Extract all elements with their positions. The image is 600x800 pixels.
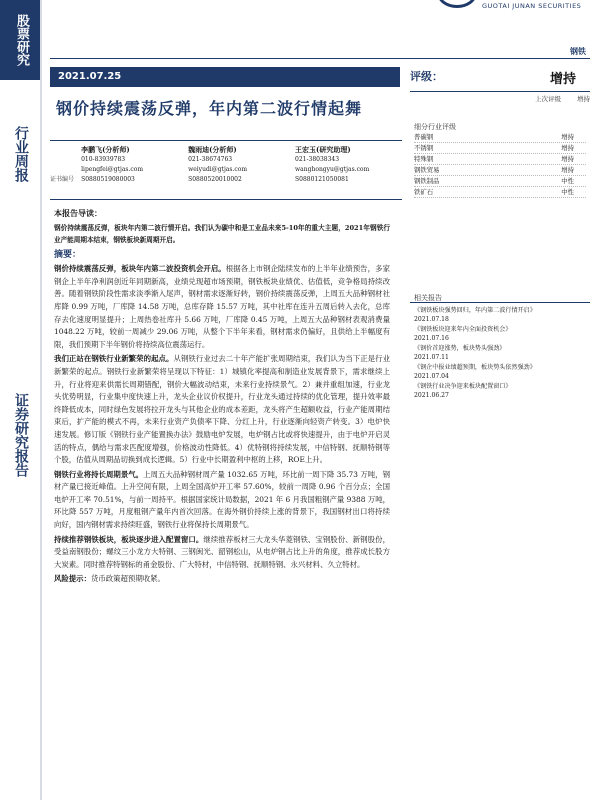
related-report-title[interactable]: 《钢铁行业决争迎来板块配置窗口》	[414, 383, 512, 390]
paragraph-1-heading: 钢价持续震荡反弹，板块年内第二波投资机会开启。	[54, 264, 226, 274]
sidebar-category-top	[0, 0, 42, 80]
related-report-title[interactable]: 《钢价首迎涨势，板块势头强劲》	[414, 345, 506, 352]
sub-industry-name: 普碳钢	[414, 133, 434, 141]
related-report-title[interactable]: 《钢企中报业绩超预期，板块势头依然强劲》	[414, 364, 536, 371]
sub-industry-row	[414, 154, 586, 165]
sub-industry-row	[414, 187, 586, 198]
abstract-label: 摘要：	[54, 249, 82, 260]
sub-industry-rating: 增持	[561, 155, 574, 163]
author-names-row	[50, 145, 402, 155]
sidebar-top-label: 股票研究	[14, 14, 29, 66]
related-report-item[interactable]	[414, 344, 590, 362]
report-body	[54, 207, 390, 588]
company-logo-icon	[437, 0, 477, 8]
author-phones-row	[50, 155, 402, 165]
author-name: 李鹏飞(分析师)	[81, 145, 130, 154]
previous-rating-label: 上次评级	[535, 95, 561, 103]
related-report-date: 2021.07.11	[414, 354, 449, 361]
page-header	[42, 0, 600, 20]
authors-block	[50, 145, 402, 185]
related-report-date: 2021.07.16	[414, 335, 449, 342]
related-report-date: 2021.07.18	[414, 316, 449, 323]
report-title: 钢价持续震荡反弹，年内第二波行情起舞	[56, 99, 363, 118]
sidebar-category-mid	[0, 104, 42, 204]
related-report-item[interactable]	[414, 382, 590, 400]
sub-industry-name: 铁矿石	[414, 188, 434, 196]
report-date: 2021.07.25	[50, 67, 400, 87]
related-report-item[interactable]	[414, 363, 590, 381]
sub-industry-title: 细分行业评级	[414, 123, 456, 131]
related-report-item[interactable]	[414, 306, 590, 324]
sub-industry-row	[414, 165, 586, 176]
author-phone: 021-38674763	[188, 156, 233, 163]
paragraph-1	[54, 263, 390, 351]
sidebar-bottom-label: 证券研究报告	[13, 393, 29, 477]
author-name: 魏雨迪(分析师)	[188, 145, 237, 154]
sidebar-mid-label: 行业周报	[13, 126, 29, 182]
authors-top-rule	[50, 140, 402, 141]
author-cert: S0880121050081	[295, 176, 349, 183]
sub-industry-table	[414, 132, 586, 198]
risk-text: 货币政策超预期收紧。	[90, 574, 165, 584]
lead-heading: 本报告导读：	[54, 208, 102, 218]
sub-industry-rating: 中性	[561, 177, 574, 185]
paragraph-1-text: 根据各上市钢企陆续发布的上半年业绩预告，多家钢企上半年净利润创近年同期新高，业绩兑现超市场预期，钢铁板块业绩优、估值低，竞争格局持续改善。随着钢铁阶段性需求淡季渐入尾声，钢材需求逐渐好转，钢价持续震荡反弹，上周五大品种钢材社库降 0.99 万吨，厂库降 14.58 万吨，总库存降 15.57 万吨，其中社库在连升五周后转入去化，总库存去化速度明显提升；上周热卷社库升 5.66 万吨，厂库降 0.45 万吨，上周五大品种钢材表观消费量 1048.22 万吨，较前一周减少 29.06 万吨，从整个下半年来看，钢材需求仍偏好，且供给上半幅度有限，我们预期下半年钢价将持续高位震荡运行。	[54, 264, 390, 349]
author-phone: 021-38038343	[295, 156, 340, 163]
sub-industry-row	[414, 176, 586, 187]
author-email[interactable]: wanghongyu@gtjas.com	[295, 166, 370, 173]
author-name: 王宏玉(研究助理)	[295, 145, 351, 154]
risk-paragraph	[54, 573, 390, 586]
sidebar-category-bottom	[0, 380, 42, 490]
rating-box	[410, 68, 590, 103]
sub-industry-rating: 增持	[561, 133, 574, 141]
paragraph-4-text: 继续推荐板材三大龙头华菱钢铁、宝钢股份、新钢股份，受益南钢股份；螺纹三小龙方大特钢、三钢闽光、韶钢松山，从电炉钢占比上升的角度，推荐成长股方大炭素。同时推荐特钢标的甬金股份、广大特材，中信特钢、抚顺特钢、永兴材料、久立特材。	[54, 534, 390, 569]
authors-bottom-rule	[50, 199, 402, 200]
sub-industry-rating: 增持	[561, 166, 574, 174]
sub-industry-name: 钢铁制品	[414, 177, 440, 185]
related-reports-title: 相关报告	[414, 294, 442, 302]
sub-industry-rating: 中性	[561, 188, 574, 196]
paragraph-4	[54, 534, 390, 572]
sub-industry-name: 特殊钢	[414, 155, 434, 163]
sub-industry-row	[414, 132, 586, 143]
related-reports-rule	[410, 302, 590, 303]
author-email[interactable]: lipengfei@gtjas.com	[81, 166, 144, 173]
paragraph-3-text: 上周五大品种钢材周产量 1032.65 万吨，环比前一周下降 35.73 万吨，钢材产量已接近峰值。上升空间有限，上周全国高炉开工率 57.60%，较前一周降 0.96 个百分点；全国电炉开工率 70.51%，与前一周持平。根据国家统计局数据，2021 年 6 月我国粗钢产量 9388 万吨，环比降 557 万吨，月度粗钢产量年内首次回落。在海外钢价持续上涨的背景下，我国钢材出口将持续向好，国内钢材需求持续旺盛，钢铁行业将保持长周期景气。	[54, 469, 390, 530]
sub-industry-rating: 增持	[561, 144, 574, 152]
sidebar-divider	[40, 0, 42, 800]
author-emails-row	[50, 165, 402, 175]
author-cert: S0880519080003	[81, 176, 135, 183]
author-phone: 010-83939783	[81, 156, 126, 163]
lead-text: 钢价持续震荡反弹，板块年内第二波行情开启。我们认为碳中和是工业品未来5-10年的重大主题，2021年钢铁行业产能周期本结束，钢铁板块新周期开启。	[54, 223, 390, 244]
paragraph-3	[54, 469, 390, 532]
author-cert: S0880520010002	[188, 176, 242, 183]
paragraph-2	[54, 353, 390, 466]
related-report-title[interactable]: 《钢铁板块强势回归，年内第二波行情开启》	[414, 307, 536, 314]
sub-industry-name: 钢铁贸易	[414, 166, 440, 174]
related-report-item[interactable]	[414, 325, 590, 343]
cert-label: 证书编号	[50, 176, 75, 183]
sub-industry-row	[414, 143, 586, 154]
related-report-title[interactable]: 《钢铁板块迎来年内全面投资机会》	[414, 326, 512, 333]
rating-label: 评级：	[410, 70, 443, 83]
paragraph-2-text: 从钢铁行业过去二十年产能扩张周期结束，我们认为当下正是行业新繁荣的起点。钢铁行业新繁荣将呈现以下特征：1）城镇化率提高和制造业发展背景下，需求继续上升，行业将迎来供需长周期错配，钢价大幅波动结束，未来行业持续景气。2）兼并重组加速，行业龙头优势明显，行业集中度快速上升，龙头企业议价权提升，行业龙头通过持续的优化管理，提升效率最终降低成本，同时绿色发展将拉开龙头与其他企业的成本差距，龙头将产生超额收益，行业产能周期结束后，扩产能的模式不再，未来行业资产负债率下降、分红上升，行业逐渐向轻资产转变。3）电炉快速发展。修订版《钢铁行业产能置换办法》鼓励电炉发展，电炉钢占比或将快速提升，由于电炉开启灵活的特点，偶给与需求匹配度增强，价格波动性降低。4）优特钢将持续发展，中信特钢、抚顺特钢等个股，估值从周期品切换到成长逻辑。5）行业中长期盈利中枢的上移，ROE上升。	[54, 354, 390, 465]
header-rule	[50, 58, 590, 59]
author-email[interactable]: weiyudi@gtjas.com	[188, 166, 248, 173]
previous-rating-value: 增持	[577, 95, 590, 103]
paragraph-2-heading: 我们正站在钢铁行业新繁荣的起点。	[54, 354, 174, 364]
related-report-date: 2021.06.27	[414, 392, 449, 399]
rating-rule	[410, 91, 590, 92]
sub-industry-name: 不锈钢	[414, 144, 434, 152]
related-reports-list	[414, 306, 590, 401]
blank-chart-area	[410, 214, 590, 288]
author-certs-row	[50, 175, 402, 185]
left-sidebar	[0, 0, 42, 800]
risk-heading: 风险提示：	[54, 574, 91, 584]
sector-tag: 钢铁	[570, 46, 586, 56]
company-logo-text: GUOTAI JUNAN SECURITIES	[482, 2, 582, 10]
paragraph-3-heading: 钢铁行业将持长周期景气。	[54, 469, 144, 479]
paragraph-4-heading: 持续推荐钢铁板块，板块逐步进入配置窗口。	[54, 534, 204, 544]
related-report-date: 2021.07.04	[414, 373, 449, 380]
rating-value: 增持	[549, 72, 576, 87]
